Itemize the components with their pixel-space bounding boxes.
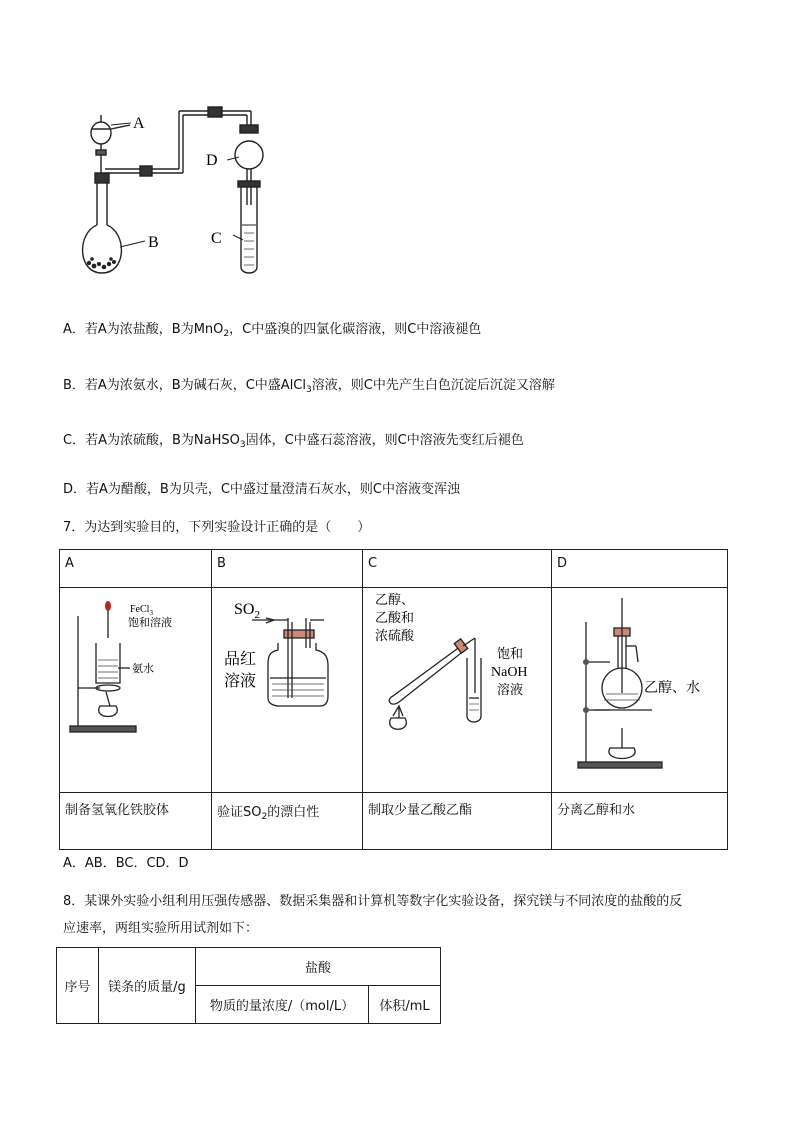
apparatus-a: [60, 588, 206, 788]
apparatus-b: [212, 588, 357, 788]
col-acid: 盐酸: [196, 948, 441, 986]
receiver-label-c1: 饱和: [497, 647, 524, 662]
image-cell-d: [552, 588, 728, 793]
beaker-label-a: 氨水: [132, 662, 154, 675]
liquid-label-b2: 溶液: [224, 671, 257, 690]
apparatus-d: [552, 588, 722, 788]
reagent-label-a2: 饱和溶液: [128, 616, 172, 629]
receiver-label-c2: NaOH: [491, 665, 528, 680]
receiver-label-c3: 溶液: [497, 683, 524, 698]
answer-choices-7: A．AB．BC．CD．D: [63, 856, 189, 871]
desc-a: 制备氢氧化铁胶体: [60, 793, 212, 850]
question-7-table: [59, 549, 728, 850]
col-seq: 序号: [57, 948, 99, 1024]
option-6c: C．若A为浓硫酸，B为NaHSO$_3$固体，C中盛石蕊溶液，则C中溶液先变红后褪色: [63, 433, 524, 450]
label-c: C: [211, 230, 222, 247]
desc-d: 分离乙醇和水: [552, 793, 728, 850]
label-d: D: [206, 152, 218, 169]
gas-label-b: $SO_2$: [234, 601, 260, 621]
label-b: B: [148, 234, 159, 251]
header-d: D: [552, 550, 728, 588]
option-6b: B．若A为浓氨水，B为碱石灰，C中盛AlCl$_3$溶液，则C中先产生白色沉淀后沉淀又溶解: [63, 378, 555, 395]
tube-label-c3: 浓硫酸: [375, 629, 415, 644]
header-a: A: [60, 550, 212, 588]
flask-label-d: 乙醇、水: [644, 680, 700, 696]
tube-label-c2: 乙酸和: [375, 611, 415, 626]
col-mass: 镁条的质量/g: [99, 948, 196, 1024]
reagent-label-a: FeCl$_3$: [130, 604, 153, 617]
image-cell-a: [60, 588, 212, 793]
header-b: B: [212, 550, 363, 588]
question-8-table: [56, 947, 441, 1024]
col-vol: 体积/mL: [369, 986, 441, 1024]
question-7: 7．为达到实验目的，下列实验设计正确的是（ ）: [63, 520, 371, 535]
tube-label-c1: 乙醇、: [375, 593, 415, 608]
liquid-label-b1: 品红: [224, 649, 257, 668]
header-c: C: [363, 550, 552, 588]
col-conc: 物质的量浓度/（mol/L）: [196, 986, 369, 1024]
desc-c: 制取少量乙酸乙酯: [363, 793, 552, 850]
apparatus-figure-q6: [75, 95, 285, 285]
option-6d: D．若A为醋酸，B为贝壳，C中盛过量澄清石灰水，则C中溶液变浑浊: [63, 482, 460, 497]
desc-b: 验证$SO_2$的漂白性: [212, 793, 363, 850]
image-cell-b: [212, 588, 363, 793]
option-6a: A．若A为浓盐酸，B为MnO$_2$，C中盛溴的四氯化碳溶液，则C中溶液褪色: [63, 322, 482, 339]
image-cell-c: [363, 588, 552, 793]
question-8-line1: 8．某课外实验小组利用压强传感器、数据采集器和计算机等数字化实验设备，探究镁与不同浓度的盐酸的反: [63, 894, 683, 909]
label-a: A: [133, 115, 145, 132]
apparatus-c: [363, 588, 546, 788]
question-8-line2: 应速率，两组实验所用试剂如下：: [63, 921, 259, 936]
